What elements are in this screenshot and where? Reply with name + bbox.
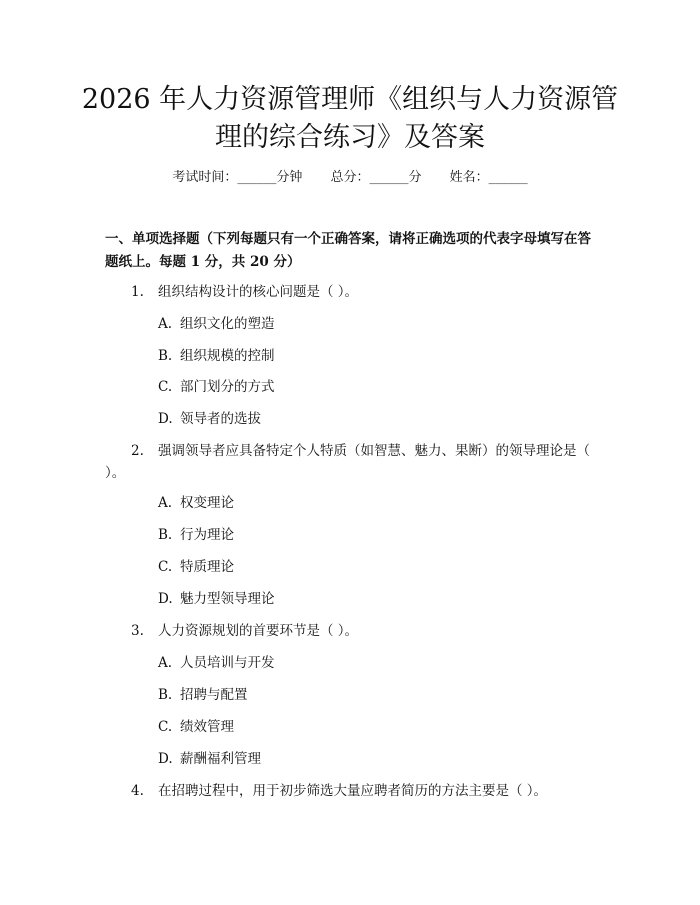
question-2 [105, 440, 595, 484]
option-text: 部门划分的方式 [180, 379, 275, 395]
question-3 [131, 621, 358, 641]
option-text: 招聘与配置 [180, 687, 248, 703]
question-1-option-d [158, 409, 261, 429]
option-text: 特质理论 [180, 559, 234, 575]
option-text: 组织规模的控制 [180, 348, 275, 364]
question-3-option-b [158, 685, 248, 705]
question-2-option-a [158, 493, 234, 513]
question-number: 4. [131, 783, 144, 799]
option-text: 人员培训与开发 [180, 655, 275, 671]
option-text: 权变理论 [180, 495, 234, 511]
option-label: A. [158, 316, 173, 332]
question-text: 组织结构设计的核心问题是（ ）。 [158, 284, 359, 300]
question-3-option-c [158, 717, 234, 737]
question-2-option-b [158, 525, 234, 545]
option-label: B. [158, 348, 173, 364]
option-text: 领导者的选拔 [180, 411, 261, 427]
question-number: 2. [131, 443, 144, 459]
question-1-option-c [158, 377, 275, 397]
option-label: D. [158, 751, 173, 767]
question-text: 强调领导者应具备特定个人特质（如智慧、魅力、果断）的领导理论是（ ）。 [105, 443, 590, 481]
name-label: 姓名：______ [449, 170, 528, 185]
exam-time-label: 考试时间：______分钟 [172, 170, 303, 185]
document-title-line-1: 2026 年人力资源管理师《组织与人力资源管 [81, 84, 619, 115]
option-label: C. [158, 379, 173, 395]
option-label: C. [158, 559, 173, 575]
question-3-option-a [158, 653, 275, 673]
question-text: 在招聘过程中，用于初步筛选大量应聘者简历的方法主要是（ ）。 [158, 783, 548, 799]
option-label: D. [158, 411, 173, 427]
question-2-option-d [158, 589, 275, 609]
section-heading: 一、单项选择题（下列每题只有一个正确答案，请将正确选项的代表字母填写在答题纸上。每题 1 分，共 20 分） [105, 231, 591, 270]
option-label: B. [158, 687, 173, 703]
question-number: 3. [131, 623, 144, 639]
question-2-option-c [158, 557, 234, 577]
option-text: 行为理论 [180, 527, 234, 543]
exam-meta [0, 168, 700, 188]
question-1-option-a [158, 314, 275, 334]
question-4 [131, 781, 547, 801]
question-text: 人力资源规划的首要环节是（ ）。 [158, 623, 359, 639]
question-1 [131, 282, 358, 302]
question-3-option-d [158, 749, 261, 769]
option-label: D. [158, 591, 173, 607]
question-number: 1. [131, 284, 144, 300]
option-label: C. [158, 719, 173, 735]
option-label: A. [158, 495, 173, 511]
question-1-option-b [158, 346, 275, 366]
total-score-label: 总分：______分 [330, 170, 422, 185]
option-text: 薪酬福利管理 [180, 751, 261, 767]
option-label: A. [158, 655, 173, 671]
document-title-line-2: 理的综合练习》及答案 [215, 122, 485, 153]
option-text: 组织文化的塑造 [180, 316, 275, 332]
option-text: 绩效管理 [180, 719, 234, 735]
option-text: 魅力型领导理论 [180, 591, 275, 607]
option-label: B. [158, 527, 173, 543]
